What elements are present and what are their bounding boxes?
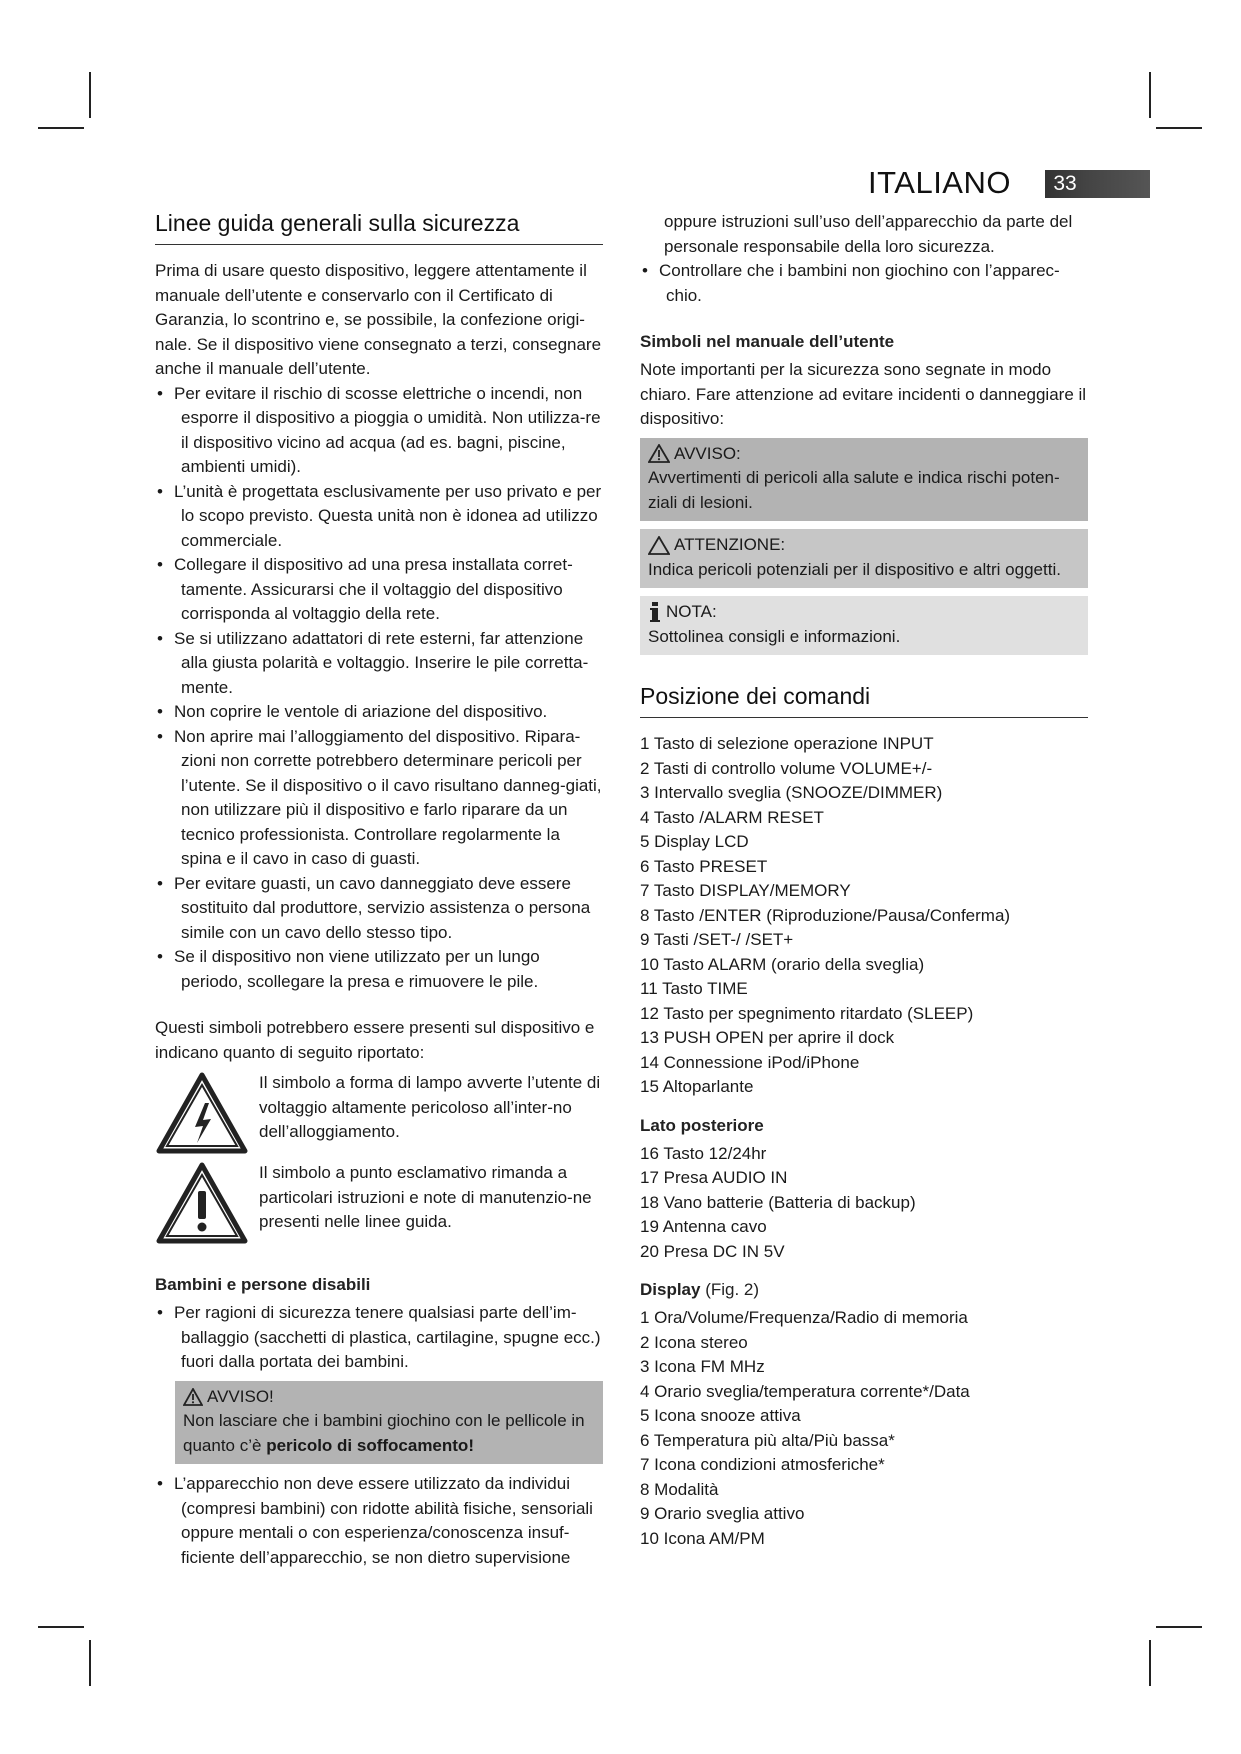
list-item: 3 Icona FM MHz (640, 1357, 765, 1376)
right-column (640, 210, 1088, 1551)
list-item: • Controllare che i bambini non giochino con l’apparec-chio. (640, 259, 1088, 308)
list-item: 9 Tasti /SET-/ /SET+ (640, 930, 794, 949)
symbol-exclamation-text: Il simbolo a punto esclamativo rimanda a particolari istruzioni e note di manutenzio-ne presenti nelle linee guida. (259, 1163, 592, 1231)
list-item: • Non aprire mai l’alloggiamento del dispositivo. Ripara-zioni non corrette potrebbero determinare pericoli per l’utente. Se il dispositivo o il cavo risultano danneg-giati, non utilizzare più il dispositivo e farlo riparare da un tecnico professionista. Controllare regolarmente la spina e il cavo in caso di guasti. (155, 725, 603, 872)
list-item: 13 PUSH OPEN per aprire il dock (640, 1028, 895, 1047)
list-item: 16 Tasto 12/24hr (640, 1143, 767, 1163)
attenzione-box (640, 529, 1088, 588)
list-item: 17 Presa AUDIO IN (640, 1168, 788, 1187)
list-item: 10 Tasto ALARM (orario della sveglia) (640, 954, 925, 974)
symbol-exclamation-row (155, 1161, 603, 1245)
crop-mark (1156, 1626, 1202, 1628)
list-item: • L’unità è progettata esclusivamente per uso privato e per lo scopo previsto. Questa unità non è idonea ad utilizzo commerciale. (155, 480, 603, 554)
language-title: ITALIANO (868, 165, 1011, 200)
symbol-lightning-text: Il simbolo a forma di lampo avverte l’utente di voltaggio altamente pericoloso all’inter-no dell’alloggiamento. (259, 1073, 601, 1141)
list-item: 8 Tasto /ENTER (Riproduzione/Pausa/Conferma) (640, 905, 1011, 925)
attenzione-text: Indica pericoli potenziali per il dispositivo e altri oggetti. (648, 559, 1061, 579)
safety-bullets (155, 382, 603, 995)
page-number-tab (1045, 170, 1150, 198)
controls-list (640, 732, 1088, 1100)
display-fig-ref: (Fig. 2) (700, 1280, 760, 1299)
list-item: 8 Modalità (640, 1479, 719, 1499)
list-item: 14 Connessione iPod/iPhone (640, 1052, 860, 1072)
display-list (640, 1306, 1088, 1551)
nota-box (640, 596, 1088, 655)
warning-box-title: AVVISO! (207, 1386, 274, 1406)
list-item: • Per ragioni di sicurezza tenere qualsiasi parte dell’im-ballaggio (sacchetti di plastica, cartilagine, spugne ecc.) fuori dalla portata dei bambini. (155, 1301, 603, 1375)
warning-box-emphasis: pericolo di soffocamento! (266, 1435, 474, 1455)
display-title (640, 1278, 1088, 1302)
symbol-lightning-row (155, 1071, 603, 1155)
warning-triangle-icon (648, 444, 670, 463)
back-title: Lato posteriore (640, 1115, 764, 1135)
list-item: 9 Orario sveglia attivo (640, 1504, 805, 1523)
caution-triangle-icon (648, 536, 670, 555)
exclamation-warning-icon (155, 1161, 259, 1245)
info-icon (648, 602, 662, 622)
list-item: 10 Icona AM/PM (640, 1528, 765, 1548)
list-item: • Per evitare il rischio di scosse elettriche o incendi, non esporre il dispositivo a pioggia o umidità. Non utilizza-re il dispositivo vicino ad acqua (ad es. bagni, piscine, ambienti umidi). (155, 382, 603, 480)
safety-intro: Prima di usare questo dispositivo, leggere attentamente il manuale dell’utente e conservarlo con il Certificato di Garanzia, lo scontrino e, se possibile, la confezione origi-nale. Se il dispositivo viene consegnato a terzi, consegnare anche il manuale dell’utente. (155, 261, 602, 378)
list-item: 7 Icona condizioni atmosferiche* (640, 1455, 885, 1474)
page-header (868, 165, 1025, 200)
list-item: 15 Altoparlante (640, 1077, 754, 1096)
warning-triangle-icon (183, 1388, 203, 1406)
symbols-text: Note importanti per la sicurezza sono segnate in modo chiaro. Fare attenzione ad evitare incidenti o danneggiare il dispositivo: (640, 360, 1087, 428)
list-item: • Per evitare guasti, un cavo danneggiato deve essere sostituito dal produttore, servizio assistenza o persona simile con un cavo dello stesso tipo. (155, 872, 603, 946)
list-item: 6 Tasto PRESET (640, 856, 768, 876)
display-title-text: Display (640, 1280, 701, 1299)
list-item: 11 Tasto TIME (640, 979, 748, 998)
children-bullets-1 (155, 1301, 603, 1375)
nota-title: NOTA: (666, 602, 717, 621)
list-item: 19 Antenna cavo (640, 1217, 767, 1236)
children-bullets-2 (155, 1472, 603, 1570)
list-item: 4 Orario sveglia/temperatura corrente*/Data (640, 1381, 970, 1401)
list-item: 18 Vano batterie (Batteria di backup) (640, 1192, 916, 1212)
list-item: 1 Tasto di selezione operazione INPUT (640, 734, 934, 753)
avviso-text: Avvertimenti di pericoli alla salute e indica rischi poten-ziali di lesioni. (648, 468, 1060, 512)
crop-mark (1149, 1640, 1151, 1686)
back-list (640, 1142, 1088, 1265)
list-item: 6 Temperatura più alta/Più bassa* (640, 1430, 895, 1450)
crop-mark (38, 1626, 84, 1628)
symbols-intro: Questi simboli potrebbero essere presenti sul dispositivo e indicano quanto di seguito riportato: (155, 1018, 595, 1062)
crop-mark (1149, 72, 1151, 118)
attenzione-title: ATTENZIONE: (674, 535, 786, 554)
warning-box (175, 1381, 603, 1465)
list-item: • Se si utilizzano adattatori di rete esterni, far attenzione alla giusta polarità e voltaggio. Inserire le pile corretta-mente. (155, 627, 603, 701)
symbols-title: Simboli nel manuale dell’utente (640, 332, 895, 351)
crop-mark (38, 127, 84, 129)
continued-text: oppure istruzioni sull’uso dell’apparecchio da parte del personale responsabile della loro sicurezza. (664, 212, 1073, 256)
list-item: 1 Ora/Volume/Frequenza/Radio di memoria (640, 1308, 968, 1327)
list-item: 5 Display LCD (640, 832, 749, 851)
list-item: • Collegare il dispositivo ad una presa installata corret-tamente. Assicurarsi che il voltaggio del dispositivo corrisponda al voltaggio della rete. (155, 553, 603, 627)
list-item: 12 Tasto per spegnimento ritardato (SLEEP) (640, 1003, 974, 1023)
children-title: Bambini e persone disabili (155, 1275, 371, 1294)
list-item: • L’apparecchio non deve essere utilizzato da individui (compresi bambini) con ridotte abilità fisiche, sensoriali oppure mentali o con esperienza/conoscenza insuf-ficiente dell’apparecchio, se non dietro supervisione (155, 1472, 603, 1570)
list-item: 2 Tasti di controllo volume VOLUME+/- (640, 758, 933, 778)
list-item: 3 Intervallo sveglia (SNOOZE/DIMMER) (640, 783, 943, 802)
list-item: • Non coprire le ventole di ariazione del dispositivo. (155, 700, 603, 725)
left-column (155, 208, 603, 1570)
list-item: 5 Icona snooze attiva (640, 1406, 801, 1425)
crop-mark (89, 72, 91, 118)
page-number: 33 (1053, 172, 1077, 195)
list-item: 2 Icona stereo (640, 1332, 748, 1352)
continued-bullets (640, 259, 1088, 308)
list-item: • Se il dispositivo non viene utilizzato per un lungo periodo, scollegare la presa e rimuovere le pile. (155, 945, 603, 994)
crop-mark (1156, 127, 1202, 129)
list-item: 4 Tasto /ALARM RESET (640, 807, 824, 827)
avviso-box (640, 438, 1088, 522)
warning-box-text: Non lasciare che i bambini giochino con le pellicole in quanto c’è (183, 1411, 585, 1455)
list-item: 20 Presa DC IN 5V (640, 1241, 785, 1261)
avviso-title: AVVISO: (674, 443, 741, 463)
section-title-safety: Linee guida generali sulla sicurezza (155, 208, 603, 245)
list-item: 7 Tasto DISPLAY/MEMORY (640, 881, 851, 900)
crop-mark (89, 1640, 91, 1686)
section-title-controls: Posizione dei comandi (640, 681, 1088, 718)
lightning-warning-icon (155, 1071, 259, 1155)
nota-text: Sottolinea consigli e informazioni. (648, 626, 901, 646)
